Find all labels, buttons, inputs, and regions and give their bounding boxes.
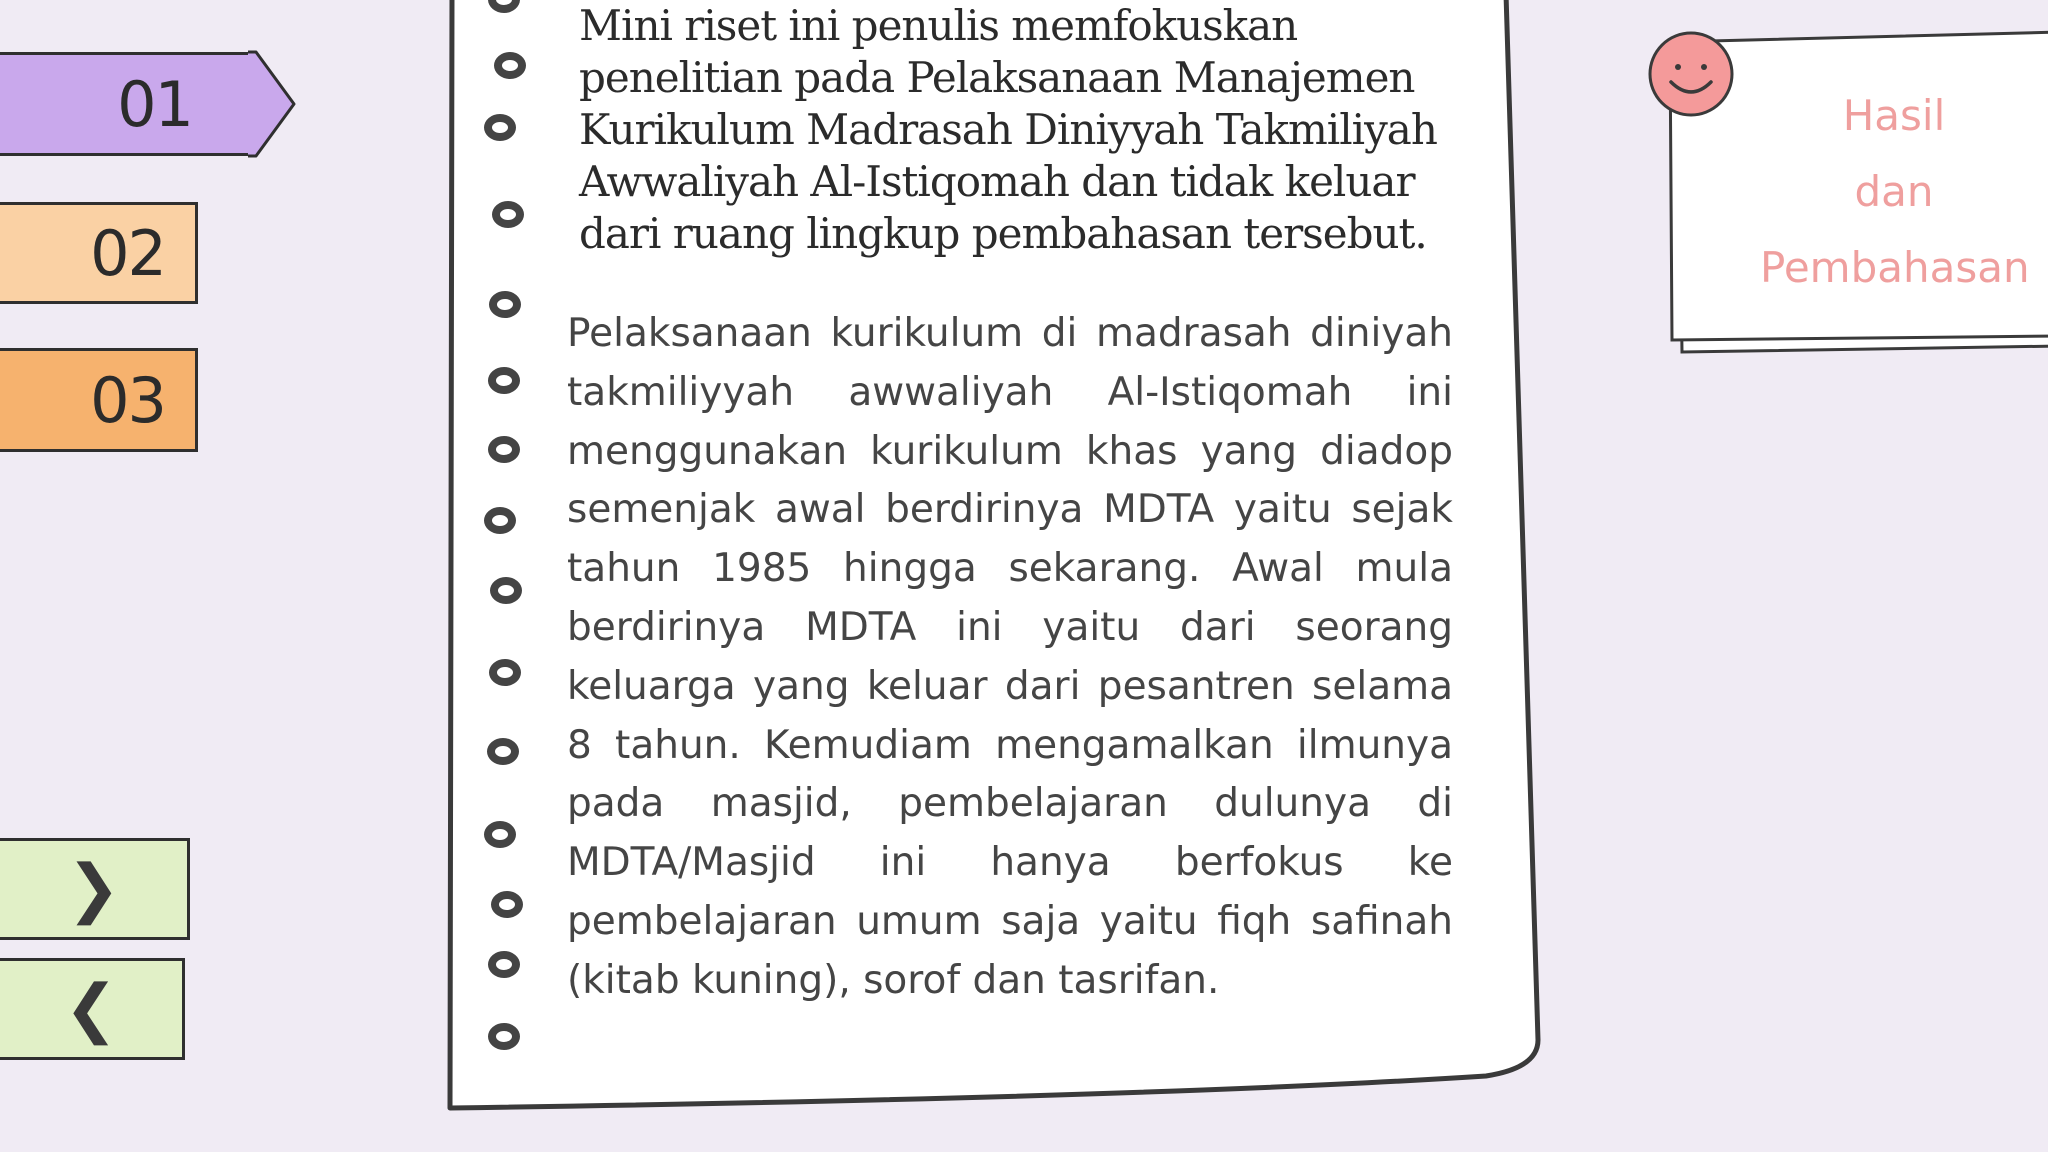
next-slide-button[interactable] [0, 838, 190, 940]
section-tab-01-label: 01 [117, 67, 192, 141]
chevron-right-icon: ❯ [66, 852, 121, 926]
notebook-ring [487, 738, 519, 765]
notebook-ring [491, 891, 523, 918]
section-tab-01[interactable] [0, 52, 250, 156]
section-tab-02-label: 02 [90, 216, 165, 290]
notebook-ring [484, 114, 516, 141]
notebook-ring [492, 201, 524, 228]
section-title: Hasil dan Pembahasan [1760, 91, 2030, 292]
intro-paragraph: Mini riset ini penulis memfokuskan penelitian pada Pelaksanaan Manajemen Kurikulum Madrasah Diniyyah Takmiliyah Awwaliyah Al-Istiqomah dan tidak keluar dari ruang lingkup pembahasan tersebut. [579, 1, 1437, 258]
notebook-ring [484, 821, 516, 848]
notebook-ring [488, 367, 520, 394]
notebook-ring [489, 659, 521, 686]
section-tab-03[interactable] [0, 348, 198, 452]
section-tab-01-arrow[interactable] [248, 50, 296, 158]
chevron-left-icon: ❮ [64, 972, 118, 1046]
body-paragraph: Pelaksanaan kurikulum di madrasah diniyah takmiliyyah awwaliyah Al-Istiqomah ini menggunakan kurikulum khas yang diadop semenjak awal berdirinya MDTA yaitu sejak tahun 1985 hingga sekarang. Awal mula berdirinya MDTA ini yaitu dari seorang keluarga yang keluar dari pesantren selama 8 tahun. Kemudiam mengamalkan ilmunya pada masjid, pembelajaran dulunya di MDTA/Masjid ini hanya berfokus ke pembelajaran umum saja yaitu fiqh safinah (kitab kuning), sorof dan tasrifan. [567, 311, 1453, 1003]
notebook-ring [488, 951, 520, 978]
previous-slide-button[interactable] [0, 958, 185, 1060]
notebook-ring [494, 52, 526, 79]
section-tab-02[interactable] [0, 202, 198, 304]
smiley-face-icon [1647, 30, 1735, 118]
notebook-ring [490, 577, 522, 604]
notebook-ring [489, 291, 521, 318]
section-tab-03-label: 03 [90, 363, 165, 437]
notebook-ring [488, 436, 520, 463]
notebook-ring [484, 507, 516, 534]
notebook-ring [488, 1023, 520, 1050]
